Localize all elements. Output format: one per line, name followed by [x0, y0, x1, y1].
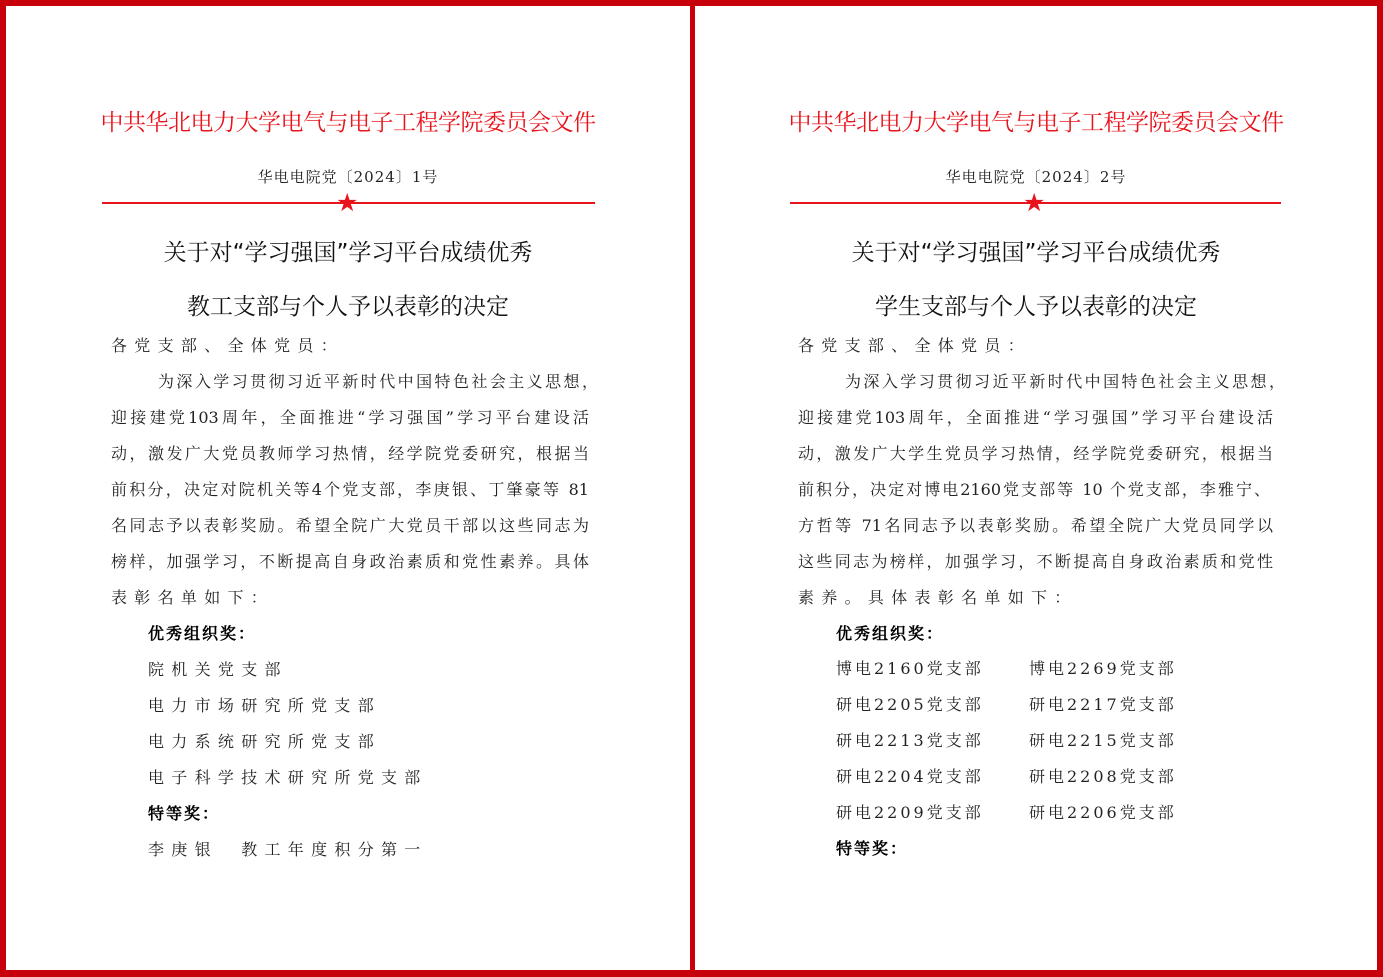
award-heading: 特等奖：: [836, 839, 909, 858]
list-item: 电力系统研究所党支部: [148, 732, 382, 751]
body-line: 前积分，决定对博电2160党支部等 10 个党支部，李雅宁、: [798, 480, 1270, 499]
body-line: 迎接建党103周年，全面推进“学习强国”学习平台建设活: [111, 408, 589, 427]
doc-title: 中共华北电力大学电气与电子工程学院委员会文件: [100, 110, 596, 136]
salutation: 各党支部、全体党员：: [798, 336, 1032, 355]
list-item: 李庚银 教工年度积分第一: [148, 840, 428, 859]
heading-line-2: 教工支部与个人予以表彰的决定: [187, 294, 509, 320]
star-icon: ★: [336, 188, 359, 217]
list-item: 研电2213党支部: [836, 731, 984, 750]
body-line: 名同志予以表彰奖励。希望全院广大党员干部以这些同志为: [111, 516, 589, 535]
body-line: 榜样，加强学习，不断提高自身政治素质和党性素养。具体: [111, 552, 589, 571]
body-line: 方哲等 71名同志予以表彰奖励。希望全院广大党员同学以: [798, 516, 1273, 535]
list-item: 博电2160党支部: [836, 659, 984, 678]
body-line: 动，激发广大学生党员学习热情，经学院党委研究，根据当: [798, 444, 1273, 463]
document-page-2: [695, 6, 1377, 970]
salutation: 各党支部、全体党员：: [111, 336, 345, 355]
body-line: 表彰名单如下：: [111, 588, 275, 607]
body-line: 素养。具体表彰名单如下：: [798, 588, 1078, 607]
body-line: 为深入学习贯彻习近平新时代中国特色社会主义思想，: [158, 372, 598, 391]
list-item: 研电2209党支部: [836, 803, 984, 822]
list-item: 电子科学技术研究所党支部: [148, 768, 428, 787]
list-item: 电力市场研究所党支部: [148, 696, 382, 715]
heading-line-1: 关于对“学习强国”学习平台成绩优秀: [163, 240, 533, 266]
body-line: 动，激发广大党员教师学习热情，经学院党委研究，根据当: [111, 444, 589, 463]
doc-title: 中共华北电力大学电气与电子工程学院委员会文件: [788, 110, 1284, 136]
list-item: 研电2217党支部: [1029, 695, 1177, 714]
body-line: 前积分，决定对院机关等4个党支部，李庚银、丁肇豪等 81: [111, 480, 589, 499]
list-item: 研电2204党支部: [836, 767, 984, 786]
list-item: 研电2208党支部: [1029, 767, 1177, 786]
list-item: 院机关党支部: [148, 660, 288, 679]
body-line: 这些同志为榜样，加强学习，不断提高自身政治素质和党性: [798, 552, 1273, 571]
doc-number: 华电电院党〔2024〕2号: [945, 168, 1127, 186]
list-item: 研电2205党支部: [836, 695, 984, 714]
doc-number: 华电电院党〔2024〕1号: [257, 168, 439, 186]
document-page-1: [6, 6, 690, 970]
list-item: 研电2206党支部: [1029, 803, 1177, 822]
award-heading: 优秀组织奖：: [836, 624, 945, 643]
star-icon: ★: [1023, 188, 1046, 217]
award-heading: 优秀组织奖：: [148, 624, 257, 643]
award-heading: 特等奖：: [148, 804, 221, 823]
list-item: 博电2269党支部: [1029, 659, 1177, 678]
list-item: 研电2215党支部: [1029, 731, 1177, 750]
heading-line-1: 关于对“学习强国”学习平台成绩优秀: [851, 240, 1221, 266]
body-line: 为深入学习贯彻习近平新时代中国特色社会主义思想，: [845, 372, 1285, 391]
body-line: 迎接建党103周年，全面推进“学习强国”学习平台建设活: [798, 408, 1273, 427]
heading-line-2: 学生支部与个人予以表彰的决定: [875, 294, 1197, 320]
